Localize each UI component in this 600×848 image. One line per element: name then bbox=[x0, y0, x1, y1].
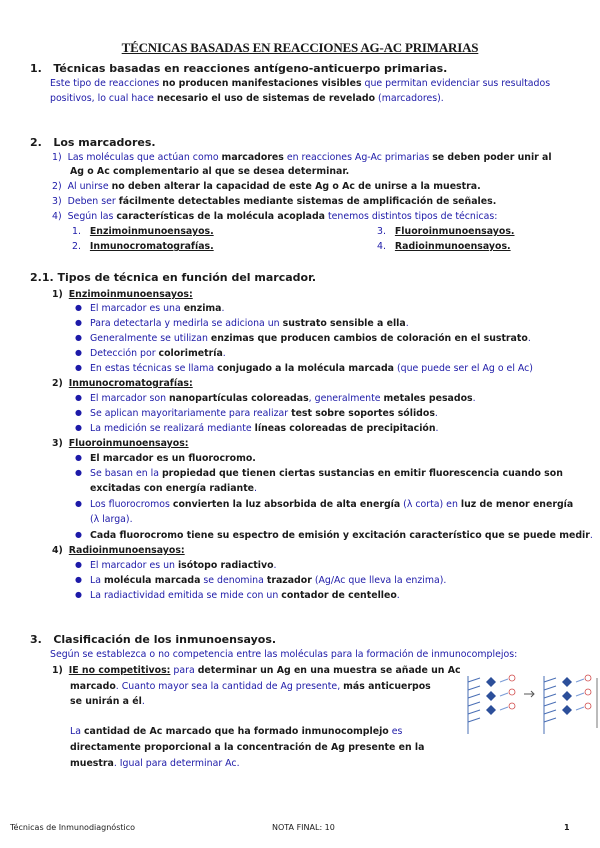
footer-grade: NOTA FINAL: 10 bbox=[272, 823, 335, 832]
bullet-icon: ● bbox=[75, 303, 82, 312]
list-item-cont: La cantidad de Ac marcado que ha formado inmunocomplejo es bbox=[70, 726, 403, 737]
subsection-heading: 1) Enzimoinmunoensayos: bbox=[52, 289, 193, 300]
bullet-icon: ● bbox=[75, 423, 82, 432]
bullet-line: En estas técnicas se llama conjugado a la molécula marcada (que puede ser el Ag o el Ac) bbox=[90, 363, 533, 374]
bullet-icon: ● bbox=[75, 393, 82, 402]
list-item: 1) Las moléculas que actúan como marcadores en reacciones Ag-Ac primarias se deben poder unir al bbox=[52, 152, 552, 163]
bullet-line: Los fluorocromos convierten la luz absorbida de alta energía (λ corta) en luz de menor energía bbox=[90, 499, 574, 510]
list-item-cont: Ag o Ac complementario al que se desea determinar. bbox=[70, 166, 350, 177]
bullet-line: La molécula marcada se denomina trazador (Ag/Ac que lleva la enzima). bbox=[90, 575, 447, 586]
subsection-heading: 3) Fluoroinmunoensayos: bbox=[52, 438, 189, 449]
bullet-icon: ● bbox=[75, 408, 82, 417]
bullet-line: La medición se realizará mediante líneas coloreadas de precipitación. bbox=[90, 423, 439, 434]
list-item-cont: directamente proporcional a la concentración de Ag presente en la bbox=[70, 742, 425, 753]
bullet-icon: ● bbox=[75, 499, 82, 508]
bullet-icon: ● bbox=[75, 318, 82, 327]
technique-item: 1. Enzimoinmunoensayos. bbox=[72, 226, 214, 237]
bullet-line-cont: (λ larga). bbox=[90, 514, 133, 525]
bullet-icon: ● bbox=[75, 468, 82, 477]
bullet-line: Cada fluorocromo tiene su espectro de emisión y excitación característico que se puede medir. bbox=[90, 530, 593, 541]
bullet-line: El marcador es un fluorocromo. bbox=[90, 453, 256, 464]
subsection-heading: 2) Inmunocromatografías: bbox=[52, 378, 193, 389]
section-2-heading: 2. Los marcadores. bbox=[30, 136, 156, 149]
subsection-heading: 4) Radioinmunoensayos: bbox=[52, 545, 185, 556]
bullet-icon: ● bbox=[75, 333, 82, 342]
bullet-line: El marcador es una enzima. bbox=[90, 303, 225, 314]
immunoassay-diagram bbox=[462, 668, 600, 740]
list-item-cont: marcado. Cuanto mayor sea la cantidad de Ag presente, más anticuerpos bbox=[70, 681, 431, 692]
bullet-line: La radiactividad emitida se mide con un contador de centelleo. bbox=[90, 590, 400, 601]
bullet-icon: ● bbox=[75, 348, 82, 357]
bullet-icon: ● bbox=[75, 560, 82, 569]
bullet-line: Se basan en la propiedad que tienen ciertas sustancias en emitir fluorescencia cuando son bbox=[90, 468, 563, 479]
bullet-line-cont: excitadas con energía radiante. bbox=[90, 483, 258, 494]
list-item-cont: se unirán a él. bbox=[70, 696, 145, 707]
list-item: 4) Según las características de la molécula acoplada tenemos distintos tipos de técnicas: bbox=[52, 211, 498, 222]
section-3-heading: 3. Clasificación de los inmunoensayos. bbox=[30, 633, 277, 646]
list-item: 2) Al unirse no deben alterar la capacidad de este Ag o Ac de unirse a la muestra. bbox=[52, 181, 481, 192]
section-2-1-heading: 2.1. Tipos de técnica en función del marcador. bbox=[30, 271, 317, 284]
technique-item: 4. Radioinmunoensayos. bbox=[377, 241, 511, 252]
bullet-icon: ● bbox=[75, 453, 82, 462]
bullet-icon: ● bbox=[75, 590, 82, 599]
bullet-line: Generalmente se utilizan enzimas que producen cambios de coloración en el sustrato. bbox=[90, 333, 531, 344]
bullet-line: Se aplican mayoritariamente para realizar test sobre soportes sólidos. bbox=[90, 408, 438, 419]
paragraph-line: Este tipo de reacciones no producen manifestaciones visibles que permitan evidenciar sus resultados bbox=[50, 78, 551, 89]
page-title: TÉCNICAS BASADAS EN REACCIONES AG-AC PRIMARIAS bbox=[121, 40, 479, 55]
bullet-line: Para detectarla y medirla se adiciona un sustrato sensible a ella. bbox=[90, 318, 409, 329]
technique-item: 3. Fluoroinmunoensayos. bbox=[377, 226, 515, 237]
bullet-line: El marcador es un isótopo radiactivo. bbox=[90, 560, 277, 571]
list-item-cont: muestra. Igual para determinar Ac. bbox=[70, 758, 240, 769]
footer-course: Técnicas de Inmunodiagnóstico bbox=[10, 823, 136, 832]
bullet-line: Detección por colorimetría. bbox=[90, 348, 226, 359]
bullet-line: El marcador son nanopartículas coloreadas, generalmente metales pesados. bbox=[90, 393, 476, 404]
list-item: 3) Deben ser fácilmente detectables mediante sistemas de amplificación de señales. bbox=[52, 196, 497, 207]
section-1-heading: 1. Técnicas basadas en reacciones antígeno-anticuerpo primarias. bbox=[30, 62, 448, 75]
bullet-icon: ● bbox=[75, 530, 82, 539]
bullet-icon: ● bbox=[75, 575, 82, 584]
paragraph-line: positivos, lo cual hace necesario el uso de sistemas de revelado (marcadores). bbox=[50, 93, 444, 104]
technique-item: 2. Inmunocromatografías. bbox=[72, 241, 214, 252]
paragraph-line: Según se establezca o no competencia entre las moléculas para la formación de inmunocomplejos: bbox=[50, 649, 518, 660]
page-number: 1 bbox=[564, 823, 570, 832]
bullet-icon: ● bbox=[75, 363, 82, 372]
list-item: 1) IE no competitivos: para determinar un Ag en una muestra se añade un Ac bbox=[52, 665, 461, 676]
